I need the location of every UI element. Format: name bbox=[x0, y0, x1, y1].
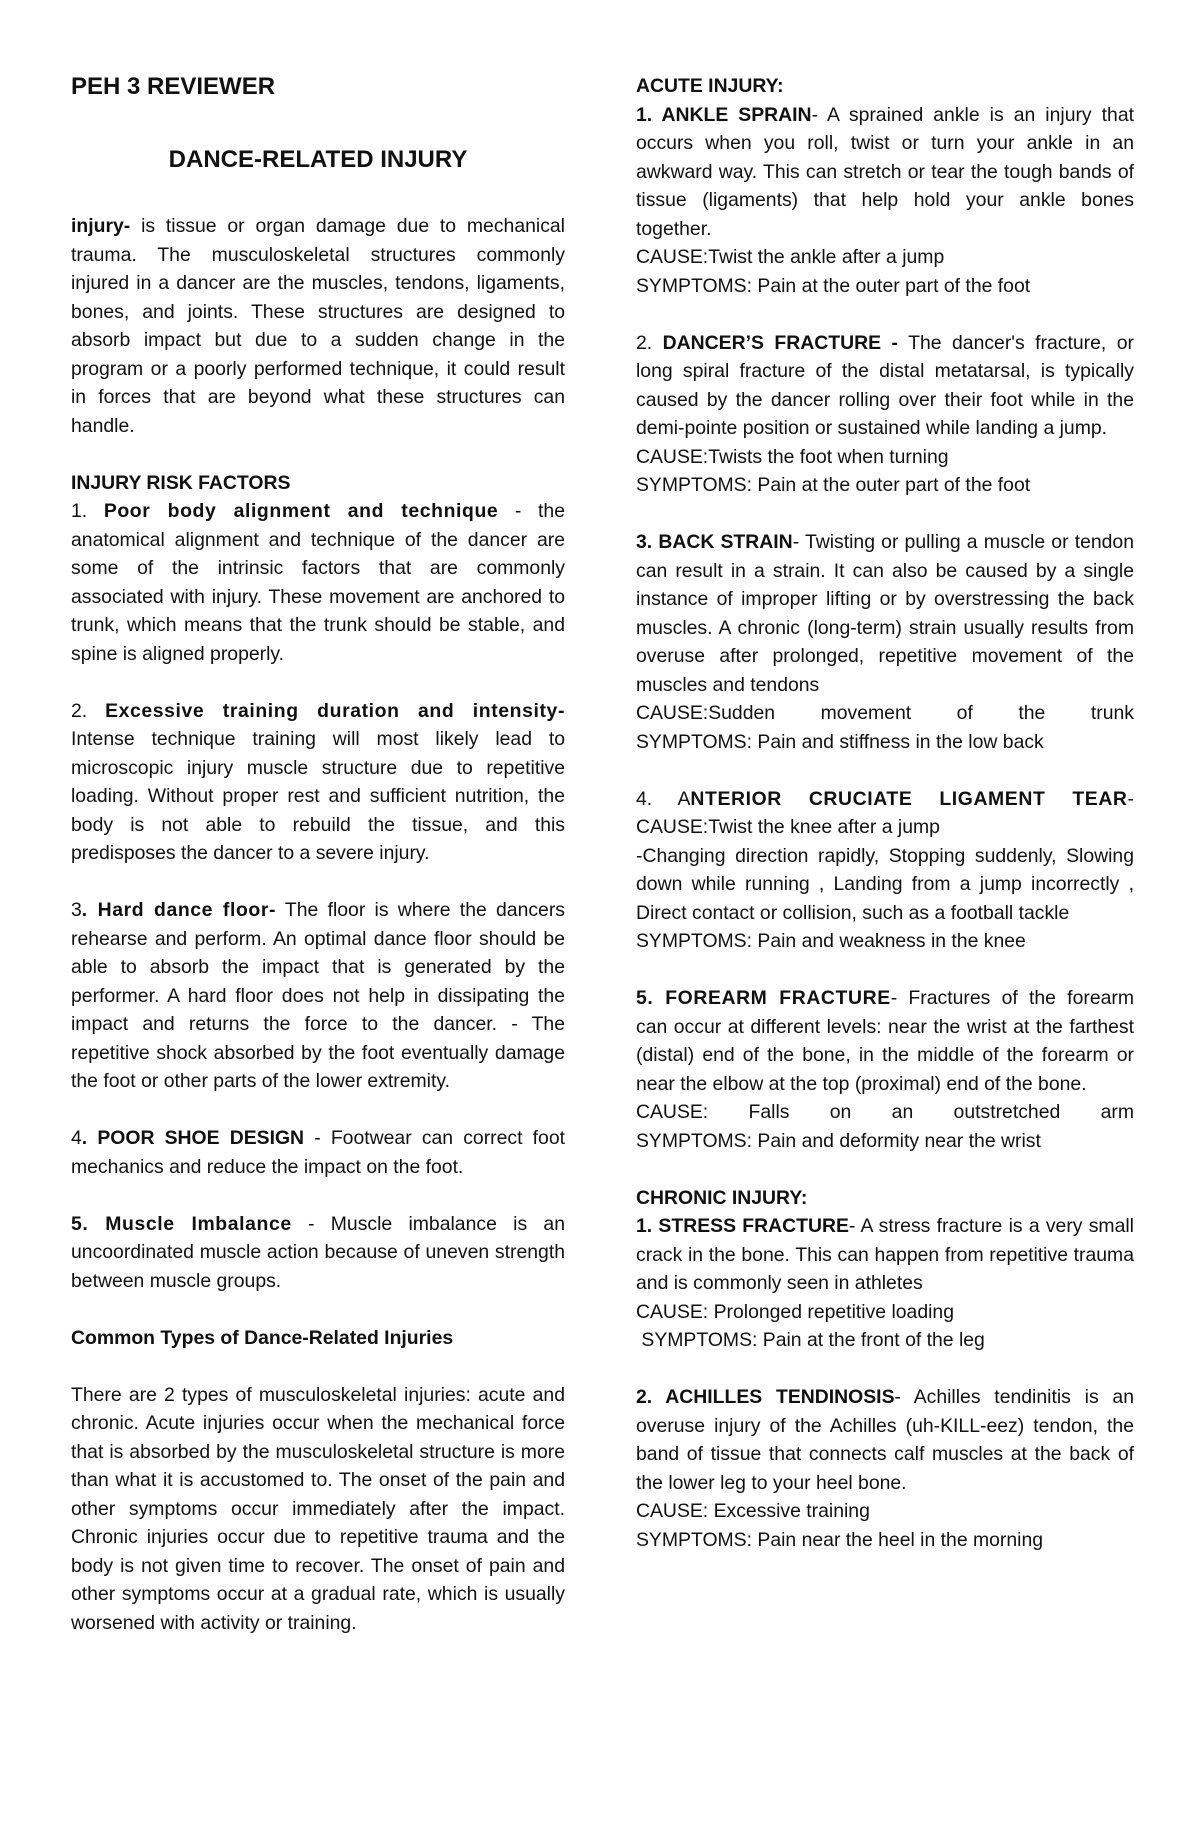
acute-item-3-symptoms: SYMPTOMS: Pain and stiffness in the low back bbox=[636, 730, 1044, 753]
acute-item-2-symptoms: SYMPTOMS: Pain at the outer part of the foot bbox=[636, 474, 1031, 496]
acute-item-4-cause: CAUSE:Twist the knee after a jump bbox=[636, 816, 940, 838]
acute-item-5-cause: CAUSE: Falls on an outstretched arm bbox=[636, 1101, 1134, 1123]
common-types-text: There are 2 types of musculoskeletal injuries: acute and chronic. Acute injuries occur when the mechanical force that is absorbed by the musculoskeletal structure is more than what it is accustomed to. The onset of the pain and other symptoms occur immediately after the impact. Chronic injuries occur due to repetitive trauma and the body is not given time to recover. The onset of pain and other symptoms occur at a gradual rate, which is usually worsened with activity or training. bbox=[71, 1383, 565, 1634]
injury-definition-text: is tissue or organ damage due to mechanical trauma. The musculoskeletal structures commonly injured in a dancer are the muscles, tendons, ligaments, bones, and joints. These structures are designed to absorb impact but due to a sudden change in the program or a poorly performed technique, it could result in forces that are beyond what these structures can handle. bbox=[71, 215, 565, 437]
chronic-item-2-cause: CAUSE: Excessive training bbox=[636, 1500, 870, 1522]
left-column bbox=[71, 72, 565, 1637]
acute-item-5-symptoms: SYMPTOMS: Pain and deformity near the wrist bbox=[636, 1129, 1041, 1152]
risk-factor-3: 3. Hard dance floor- The floor is where the dancers rehearse and perform. An optimal dance floor should be able to absorb the impact that is generated by the performer. A hard floor does not help in dissipating the impact and returns the force to the dancer. - The repetitive shock absorbed by the foot eventually damage the foot or other parts of the lower extremity. bbox=[71, 899, 565, 1092]
acute-item-1: 1. ANKLE SPRAIN- A sprained ankle is an injury that occurs when you roll, twist or turn your ankle in an awkward way. This can stretch or tear the tough bands of tissue (ligaments) that help hold your ankle bones together. CAUSE:Twist the ankle after a jump SYMPTOMS: Pain at the outer part of the foot bbox=[636, 101, 1134, 301]
risk-factors-heading: INJURY RISK FACTORS bbox=[71, 471, 291, 494]
acute-item-3: 3. BACK STRAIN- Twisting or pulling a muscle or tendon can result in a strain. It can also be caused by a single instance of improper lifting or by overstressing the back muscles. A chronic (long-term) strain usually results from overuse after prolonged, repetitive movement of the muscles and tendons CAUSE:Sudden movement of the trunk SYMPTOMS: Pain and stiffness in the low back bbox=[636, 528, 1134, 756]
chronic-item-1: 1. STRESS FRACTURE- A stress fracture is a very small crack in the bone. This can happen from repetitive trauma and is commonly seen in athletes CAUSE: Prolonged repetitive loading SYMPTOMS: Pain at the front of the leg bbox=[636, 1212, 1134, 1355]
injury-term: injury- bbox=[71, 215, 131, 237]
risk-factor-5: 5. Muscle Imbalance - Muscle imbalance is an uncoordinated muscle action because of uneven strength between muscle groups. bbox=[71, 1212, 565, 1292]
page-title: PEH 3 REVIEWER bbox=[71, 73, 276, 100]
section-title: DANCE-RELATED INJURY bbox=[168, 146, 468, 173]
acute-item-4-symptoms: SYMPTOMS: Pain and weakness in the knee bbox=[636, 930, 1026, 952]
chronic-item-2: 2. ACHILLES TENDINOSIS- Achilles tendinitis is an overuse injury of the Achilles (uh-KILL-eez) tendon, the band of tissue that connects calf muscles at the back of the lower leg to your heel bone. CAUSE: Excessive training SYMPTOMS: Pain near the heel in the morning bbox=[636, 1383, 1134, 1554]
acute-item-3-cause: CAUSE:Sudden movement of the trunk bbox=[636, 702, 1134, 724]
risk-factor-4: 4. POOR SHOE DESIGN - Footwear can correct foot mechanics and reduce the impact on the foot. bbox=[71, 1127, 566, 1178]
acute-item-4: 4. ANTERIOR CRUCIATE LIGAMENT TEAR- CAUSE:Twist the knee after a jump -Changing direction rapidly, Stopping suddenly, Slowing down while running , Landing from a jump incorrectly , Direct contact or collision, such as a football tackle SYMPTOMS: Pain and weakness in the knee bbox=[636, 785, 1134, 956]
chronic-item-1-cause: CAUSE: Prolonged repetitive loading bbox=[636, 1300, 954, 1323]
acute-item-2: 2. DANCER’S FRACTURE - The dancer's fracture, or long spiral fracture of the distal metatarsal, is typically caused by the dancer rolling over their foot while in the demi-pointe position or sustained while landing a jump. CAUSE:Twists the foot when turning SYMPTOMS: Pain at the outer part of the foot bbox=[636, 329, 1134, 500]
acute-item-5: 5. FOREARM FRACTURE- Fractures of the forearm can occur at different levels: near the wrist at the farthest (distal) end of the bone, in the middle of the forearm or near the elbow at the top (proximal) end of the bone. CAUSE: Falls on an outstretched arm SYMPTOMS: Pain and deformity near the wrist bbox=[636, 984, 1134, 1155]
acute-injury-heading: ACUTE INJURY: bbox=[636, 75, 784, 97]
acute-item-1-cause: CAUSE:Twist the ankle after a jump bbox=[636, 246, 945, 268]
injury-definition bbox=[71, 212, 565, 440]
right-column bbox=[636, 72, 1134, 1554]
acute-item-1-symptoms: SYMPTOMS: Pain at the outer part of the foot bbox=[636, 274, 1031, 297]
chronic-item-2-symptoms: SYMPTOMS: Pain near the heel in the morning bbox=[636, 1528, 1044, 1551]
common-types-heading: Common Types of Dance-Related Injuries bbox=[71, 1326, 454, 1349]
chronic-item-1-symptoms: SYMPTOMS: Pain at the front of the leg bbox=[636, 1329, 985, 1351]
risk-factor-2: 2. Excessive training duration and intensity- Intense technique training will most likely lead to microscopic injury muscle structure due to repetitive loading. Without proper rest and sufficient nutrition, the body is not able to rebuild the tissue, and this predisposes the dancer to a severe injury. bbox=[71, 699, 565, 864]
acute-item-4-details: -Changing direction rapidly, Stopping suddenly, Slowing down while running , Landing from a jump incorrectly , Direct contact or collision, such as a football tackle bbox=[636, 844, 1134, 924]
acute-item-2-cause: CAUSE:Twists the foot when turning bbox=[636, 445, 949, 468]
chronic-injury-heading: CHRONIC INJURY: bbox=[636, 1186, 808, 1209]
risk-factor-1: 1. Poor body alignment and technique - the anatomical alignment and technique of the dancer are some of the intrinsic factors that are commonly associated with injury. These movement are anchored to trunk, which means that the trunk should be stable, and spine is aligned properly. bbox=[71, 500, 565, 665]
